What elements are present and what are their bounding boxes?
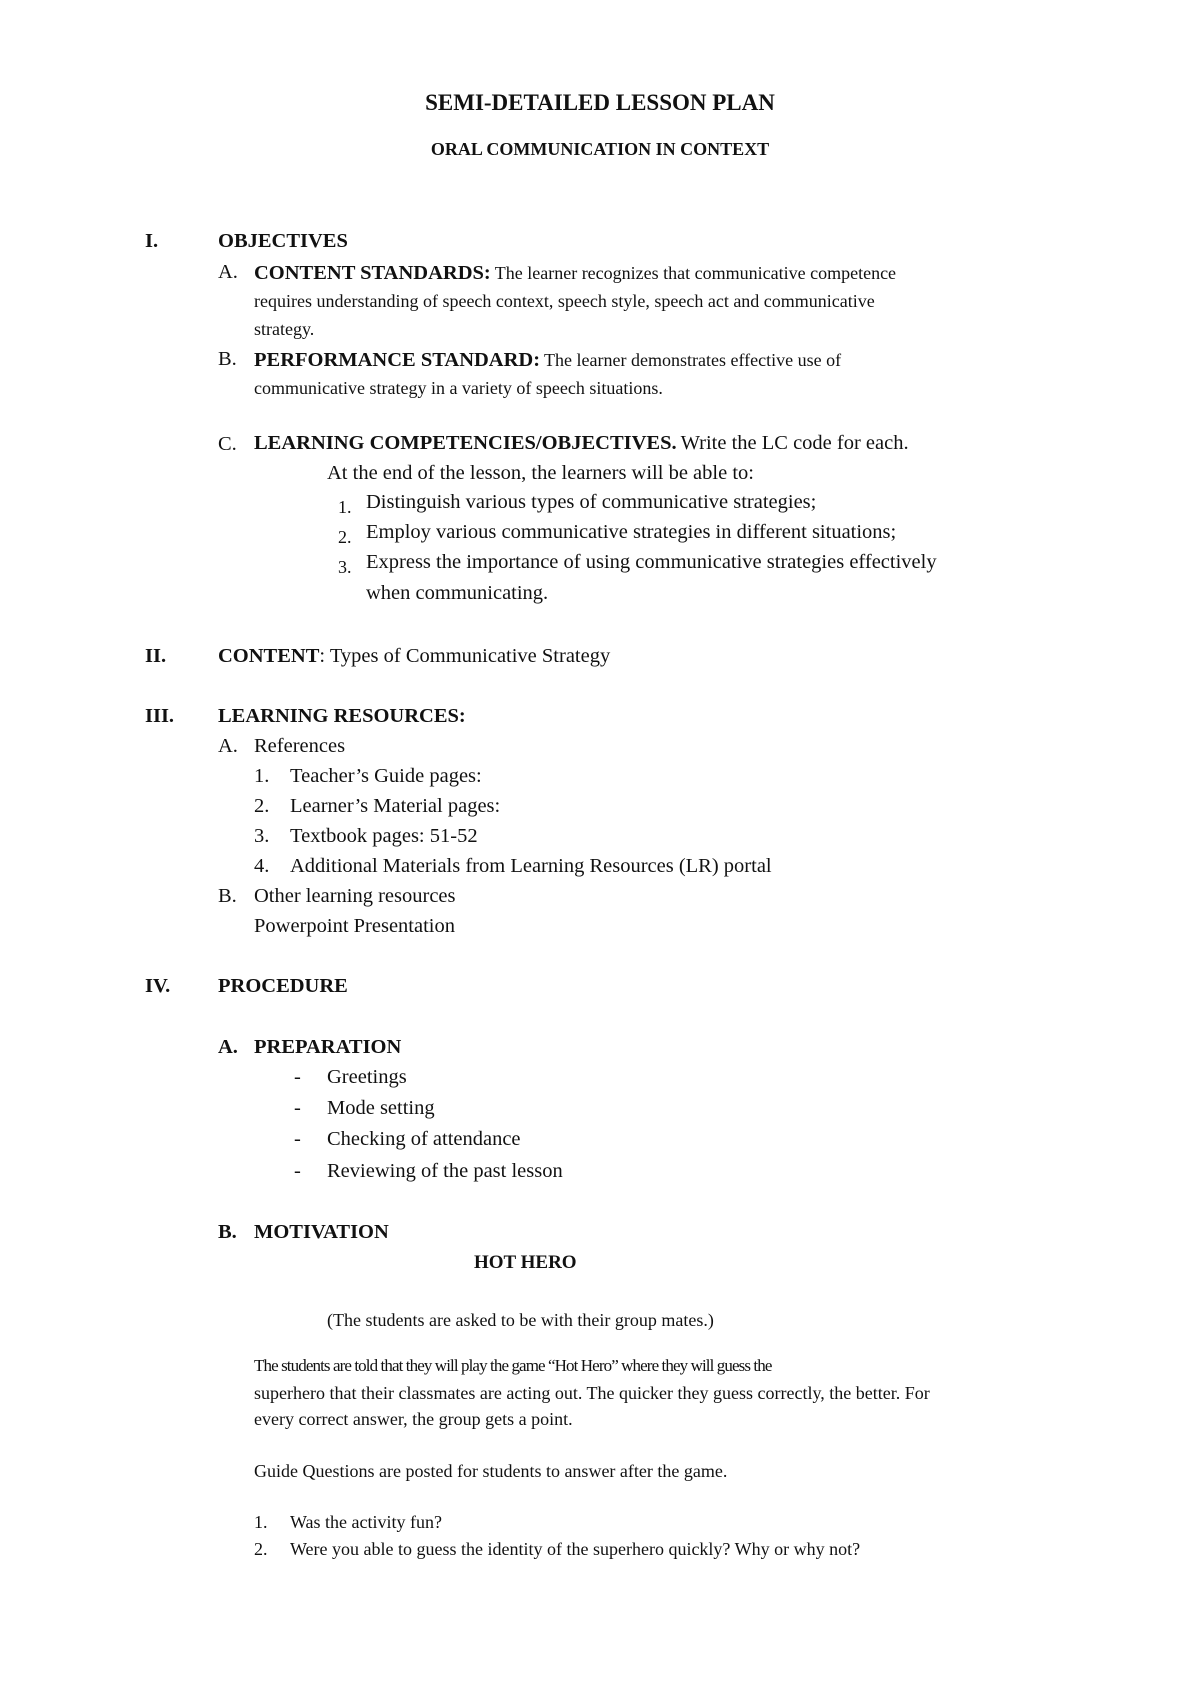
preparation-label: PREPARATION: [254, 1036, 402, 1058]
objective-item-continuation: when communicating.: [366, 582, 549, 604]
group-note: (The students are asked to be with their group mates.): [327, 1310, 714, 1330]
other-resources-letter: B.: [218, 885, 237, 907]
objective-number: 1.: [338, 497, 352, 517]
game-description-line1: The students are told that they will play the game “Hot Hero” where they will guess the: [254, 1356, 772, 1375]
motivation-letter: B.: [218, 1221, 237, 1243]
performance-standard-label: PERFORMANCE STANDARD:: [254, 349, 541, 371]
learning-competencies-text: Write the LC code for each.: [680, 432, 909, 454]
reference-item: Learner’s Material pages:: [290, 795, 501, 817]
guide-question: Were you able to guess the identity of the superhero quickly? Why or why not?: [290, 1539, 861, 1559]
guide-question: Was the activity fun?: [290, 1512, 442, 1532]
reference-number: 3.: [254, 825, 270, 847]
learning-competencies: [254, 432, 909, 455]
content-standards-line1: The learner recognizes that communicative competence: [494, 263, 897, 283]
preparation-letter: A.: [218, 1036, 238, 1058]
game-description-line3: every correct answer, the group gets a point.: [254, 1409, 573, 1429]
bullet-dash: -: [294, 1160, 301, 1182]
reference-item: Textbook pages: 51-52: [290, 825, 478, 847]
content-line: [218, 645, 610, 668]
reference-item: Additional Materials from Learning Resources (LR) portal: [290, 855, 772, 877]
section-2-heading: CONTENT: [218, 645, 320, 667]
learning-competencies-letter: C.: [218, 433, 237, 455]
game-description-line2: superhero that their classmates are acting out. The quicker they guess correctly, the better. For: [254, 1383, 930, 1403]
section-2-numeral: II.: [145, 645, 167, 667]
references-label: References: [254, 735, 346, 757]
bullet-dash: -: [294, 1128, 301, 1150]
guide-questions-intro: Guide Questions are posted for students to answer after the game.: [254, 1461, 728, 1481]
content-standards-letter: A.: [218, 261, 238, 283]
objective-number: 3.: [338, 557, 352, 577]
content-standards-line2: requires understanding of speech context, speech style, speech act and communicative: [254, 291, 875, 311]
references-letter: A.: [218, 735, 238, 757]
learning-competencies-intro: At the end of the lesson, the learners will be able to:: [327, 462, 754, 484]
question-number: 1.: [254, 1512, 268, 1532]
other-resources-detail: Powerpoint Presentation: [254, 915, 455, 937]
performance-standard-line1: The learner demonstrates effective use of: [544, 350, 842, 370]
document-title: SEMI-DETAILED LESSON PLAN: [425, 90, 775, 115]
bullet-dash: -: [294, 1066, 301, 1088]
performance-standard: [254, 346, 841, 374]
section-1-heading: OBJECTIVES: [218, 230, 348, 252]
preparation-item: Greetings: [327, 1066, 407, 1088]
objective-number: 2.: [338, 527, 352, 547]
section-3-numeral: III.: [145, 705, 175, 727]
other-resources-label: Other learning resources: [254, 885, 456, 907]
question-number: 2.: [254, 1539, 268, 1559]
content-standards-line3: strategy.: [254, 319, 315, 339]
section-4-numeral: IV.: [145, 975, 171, 997]
content-standards-label: CONTENT STANDARDS:: [254, 262, 491, 284]
reference-item: Teacher’s Guide pages:: [290, 765, 482, 787]
objective-item: Employ various communicative strategies in different situations;: [366, 521, 897, 543]
reference-number: 4.: [254, 855, 270, 877]
document-subtitle: ORAL COMMUNICATION IN CONTEXT: [430, 139, 770, 159]
game-title: HOT HERO: [474, 1252, 577, 1273]
content-standards: [254, 259, 896, 287]
preparation-item: Reviewing of the past lesson: [327, 1160, 563, 1182]
preparation-item: Mode setting: [327, 1097, 435, 1119]
performance-standard-letter: B.: [218, 348, 237, 370]
learning-competencies-label: LEARNING COMPETENCIES/OBJECTIVES.: [254, 432, 677, 454]
bullet-dash: -: [294, 1097, 301, 1119]
performance-standard-line2: communicative strategy in a variety of speech situations.: [254, 378, 663, 398]
section-4-heading: PROCEDURE: [218, 975, 348, 997]
preparation-item: Checking of attendance: [327, 1128, 521, 1150]
section-3-heading: LEARNING RESOURCES:: [218, 705, 466, 727]
section-1-numeral: I.: [145, 230, 159, 252]
motivation-label: MOTIVATION: [254, 1221, 389, 1243]
objective-item: Distinguish various types of communicative strategies;: [366, 491, 817, 513]
objective-item: Express the importance of using communicative strategies effectively: [366, 551, 937, 573]
reference-number: 1.: [254, 765, 270, 787]
section-2-text: : Types of Communicative Strategy: [319, 645, 611, 667]
reference-number: 2.: [254, 795, 270, 817]
